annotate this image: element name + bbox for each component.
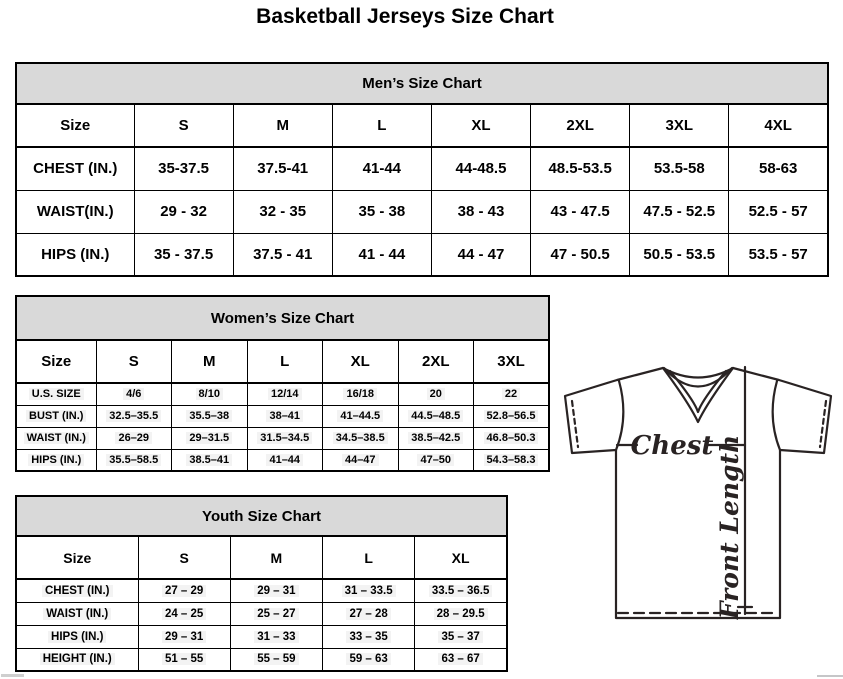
value-cell: 44-48.5 (431, 147, 530, 190)
value: 22 (502, 388, 520, 400)
column-header-cell: 2XL (398, 340, 474, 383)
value-cell (172, 383, 248, 405)
value: 4/6 (123, 388, 144, 400)
value-cell (96, 383, 172, 405)
row-label-cell (16, 602, 138, 625)
table-row (16, 602, 507, 625)
value-cell: 35 - 37.5 (134, 233, 233, 276)
value-cell (138, 625, 230, 648)
value-cell (230, 602, 322, 625)
row-label: CHEST (IN.) (42, 585, 113, 597)
row-label: U.S. SIZE (29, 388, 84, 400)
value-cell: 53.5-58 (630, 147, 729, 190)
value: 44.5–48.5 (408, 410, 463, 422)
row-label-cell (16, 383, 96, 405)
value-cell (230, 648, 322, 671)
value-cell: 38 - 43 (431, 190, 530, 233)
value: 31 – 33.5 (342, 585, 396, 597)
value-cell: 50.5 - 53.5 (630, 233, 729, 276)
value: 41–44 (266, 454, 303, 466)
value: 51 – 55 (162, 653, 206, 665)
womens-table-title: Women’s Size Chart (16, 296, 549, 340)
cropped-element-bottom-left (1, 674, 24, 677)
value: 26–29 (115, 432, 152, 444)
table-row (16, 427, 549, 449)
value: 8/10 (196, 388, 223, 400)
value-cell (247, 449, 323, 471)
value-cell (96, 449, 172, 471)
value-cell (398, 405, 474, 427)
value-cell (247, 383, 323, 405)
value-cell (323, 648, 415, 671)
value: 38.5–41 (186, 454, 232, 466)
value-cell (398, 427, 474, 449)
value: 35.5–38 (186, 410, 232, 422)
value: 38.5–42.5 (408, 432, 463, 444)
cropped-element-bottom-right (817, 675, 843, 677)
value: 27 – 28 (346, 608, 390, 620)
table-row (16, 579, 507, 602)
value: 29–31.5 (186, 432, 232, 444)
left-sleeve-seam (616, 381, 623, 450)
right-sleeve-seam (773, 381, 780, 450)
column-header-cell: XL (323, 340, 399, 383)
value-cell (230, 579, 322, 602)
table-row (16, 190, 828, 233)
value-cell (96, 427, 172, 449)
table-row (16, 383, 549, 405)
value-cell (172, 449, 248, 471)
row-label-cell (16, 625, 138, 648)
value-cell (323, 602, 415, 625)
value: 32.5–35.5 (106, 410, 161, 422)
value: 29 – 31 (162, 631, 206, 643)
value-cell: 29 - 32 (134, 190, 233, 233)
chest-label: Chest (630, 431, 714, 461)
value-cell (323, 625, 415, 648)
row-label: WAIST (IN.) (43, 608, 111, 620)
value-cell: 35-37.5 (134, 147, 233, 190)
table-row (16, 648, 507, 671)
column-header-cell: L (247, 340, 323, 383)
value: 25 – 27 (254, 608, 298, 620)
youth-size-table (15, 495, 508, 672)
row-label-cell: HIPS (IN.) (16, 233, 134, 276)
value: 31.5–34.5 (257, 432, 312, 444)
column-header-cell: L (323, 536, 415, 579)
row-label-cell (16, 405, 96, 427)
column-header-cell: L (332, 104, 431, 147)
value-cell: 37.5-41 (233, 147, 332, 190)
value-cell (415, 625, 507, 648)
value-cell (415, 602, 507, 625)
left-cuff-stitch (572, 401, 578, 447)
column-header-cell: Size (16, 340, 96, 383)
value-cell (247, 405, 323, 427)
column-header-cell: 3XL (630, 104, 729, 147)
value-cell (247, 427, 323, 449)
value-cell (138, 648, 230, 671)
value: 41–44.5 (337, 410, 383, 422)
value-cell (172, 405, 248, 427)
value: 46.8–50.3 (484, 432, 539, 444)
value-cell: 48.5-53.5 (531, 147, 630, 190)
value: 35 – 37 (438, 631, 482, 643)
value: 38–41 (266, 410, 303, 422)
mens-header-row (16, 104, 828, 147)
value-cell (323, 405, 399, 427)
value: 27 – 29 (162, 585, 206, 597)
value-cell: 41 - 44 (332, 233, 431, 276)
value: 20 (427, 388, 445, 400)
value: 29 – 31 (254, 585, 298, 597)
column-header-cell: Size (16, 104, 134, 147)
column-header-cell: 4XL (729, 104, 828, 147)
value: 34.5–38.5 (333, 432, 388, 444)
value: 24 – 25 (162, 608, 206, 620)
value: 55 – 59 (254, 653, 298, 665)
value-cell (474, 449, 550, 471)
value: 47–50 (417, 454, 454, 466)
value-cell (474, 405, 550, 427)
value-cell (138, 579, 230, 602)
column-header-cell: 2XL (531, 104, 630, 147)
value-cell (415, 579, 507, 602)
row-label: BUST (IN.) (26, 410, 86, 422)
value: 54.3–58.3 (484, 454, 539, 466)
row-label-cell: WAIST(IN.) (16, 190, 134, 233)
womens-size-table (15, 295, 550, 472)
column-header-cell: S (138, 536, 230, 579)
column-header-cell: M (230, 536, 322, 579)
mens-table-title: Men’s Size Chart (16, 63, 828, 104)
value: 12/14 (268, 388, 302, 400)
table-row (16, 449, 549, 471)
value-cell (323, 449, 399, 471)
value-cell: 37.5 - 41 (233, 233, 332, 276)
womens-header-row (16, 340, 549, 383)
value-cell (398, 449, 474, 471)
value: 31 – 33 (254, 631, 298, 643)
value: 33.5 – 36.5 (429, 585, 493, 597)
value: 63 – 67 (438, 653, 482, 665)
column-header-cell: Size (16, 536, 138, 579)
value: 52.8–56.5 (484, 410, 539, 422)
row-label: HIPS (IN.) (48, 631, 106, 643)
value: 28 – 29.5 (434, 608, 488, 620)
column-header-cell: 3XL (474, 340, 550, 383)
value-cell: 41-44 (332, 147, 431, 190)
value-cell: 53.5 - 57 (729, 233, 828, 276)
value: 16/18 (343, 388, 377, 400)
mens-size-table (15, 62, 829, 277)
row-label: HEIGHT (IN.) (40, 653, 115, 665)
page-title: Basketball Jerseys Size Chart (256, 5, 554, 28)
value-cell (323, 427, 399, 449)
front-length-label: Front Length (715, 434, 744, 620)
youth-header-row (16, 536, 507, 579)
value-cell (323, 579, 415, 602)
row-label-cell (16, 427, 96, 449)
value-cell: 47.5 - 52.5 (630, 190, 729, 233)
value-cell (172, 427, 248, 449)
value-cell: 35 - 38 (332, 190, 431, 233)
table-row (16, 233, 828, 276)
value-cell (96, 405, 172, 427)
value-cell (230, 625, 322, 648)
column-header-cell: M (172, 340, 248, 383)
value-cell: 52.5 - 57 (729, 190, 828, 233)
table-row (16, 625, 507, 648)
column-header-cell: M (233, 104, 332, 147)
row-label: WAIST (IN.) (24, 432, 89, 444)
value-cell: 47 - 50.5 (531, 233, 630, 276)
value-cell: 58-63 (729, 147, 828, 190)
table-row (16, 147, 828, 190)
row-label: HIPS (IN.) (28, 454, 84, 466)
table-row (16, 405, 549, 427)
row-label-cell (16, 449, 96, 471)
value-cell (323, 383, 399, 405)
column-header-cell: S (134, 104, 233, 147)
value-cell: 32 - 35 (233, 190, 332, 233)
value-cell (415, 648, 507, 671)
value: 35.5–58.5 (106, 454, 161, 466)
value-cell: 44 - 47 (431, 233, 530, 276)
column-header-cell: S (96, 340, 172, 383)
value-cell (474, 427, 550, 449)
value: 44–47 (342, 454, 379, 466)
youth-table-title: Youth Size Chart (16, 496, 507, 536)
value-cell: 43 - 47.5 (531, 190, 630, 233)
row-label-cell (16, 579, 138, 602)
column-header-cell: XL (431, 104, 530, 147)
jersey-outline (565, 368, 831, 618)
column-header-cell: XL (415, 536, 507, 579)
value-cell (398, 383, 474, 405)
value-cell (138, 602, 230, 625)
jersey-measurement-diagram (555, 355, 843, 625)
row-label-cell (16, 648, 138, 671)
value-cell (474, 383, 550, 405)
value: 33 – 35 (346, 631, 390, 643)
value: 59 – 63 (346, 653, 390, 665)
row-label-cell: CHEST (IN.) (16, 147, 134, 190)
